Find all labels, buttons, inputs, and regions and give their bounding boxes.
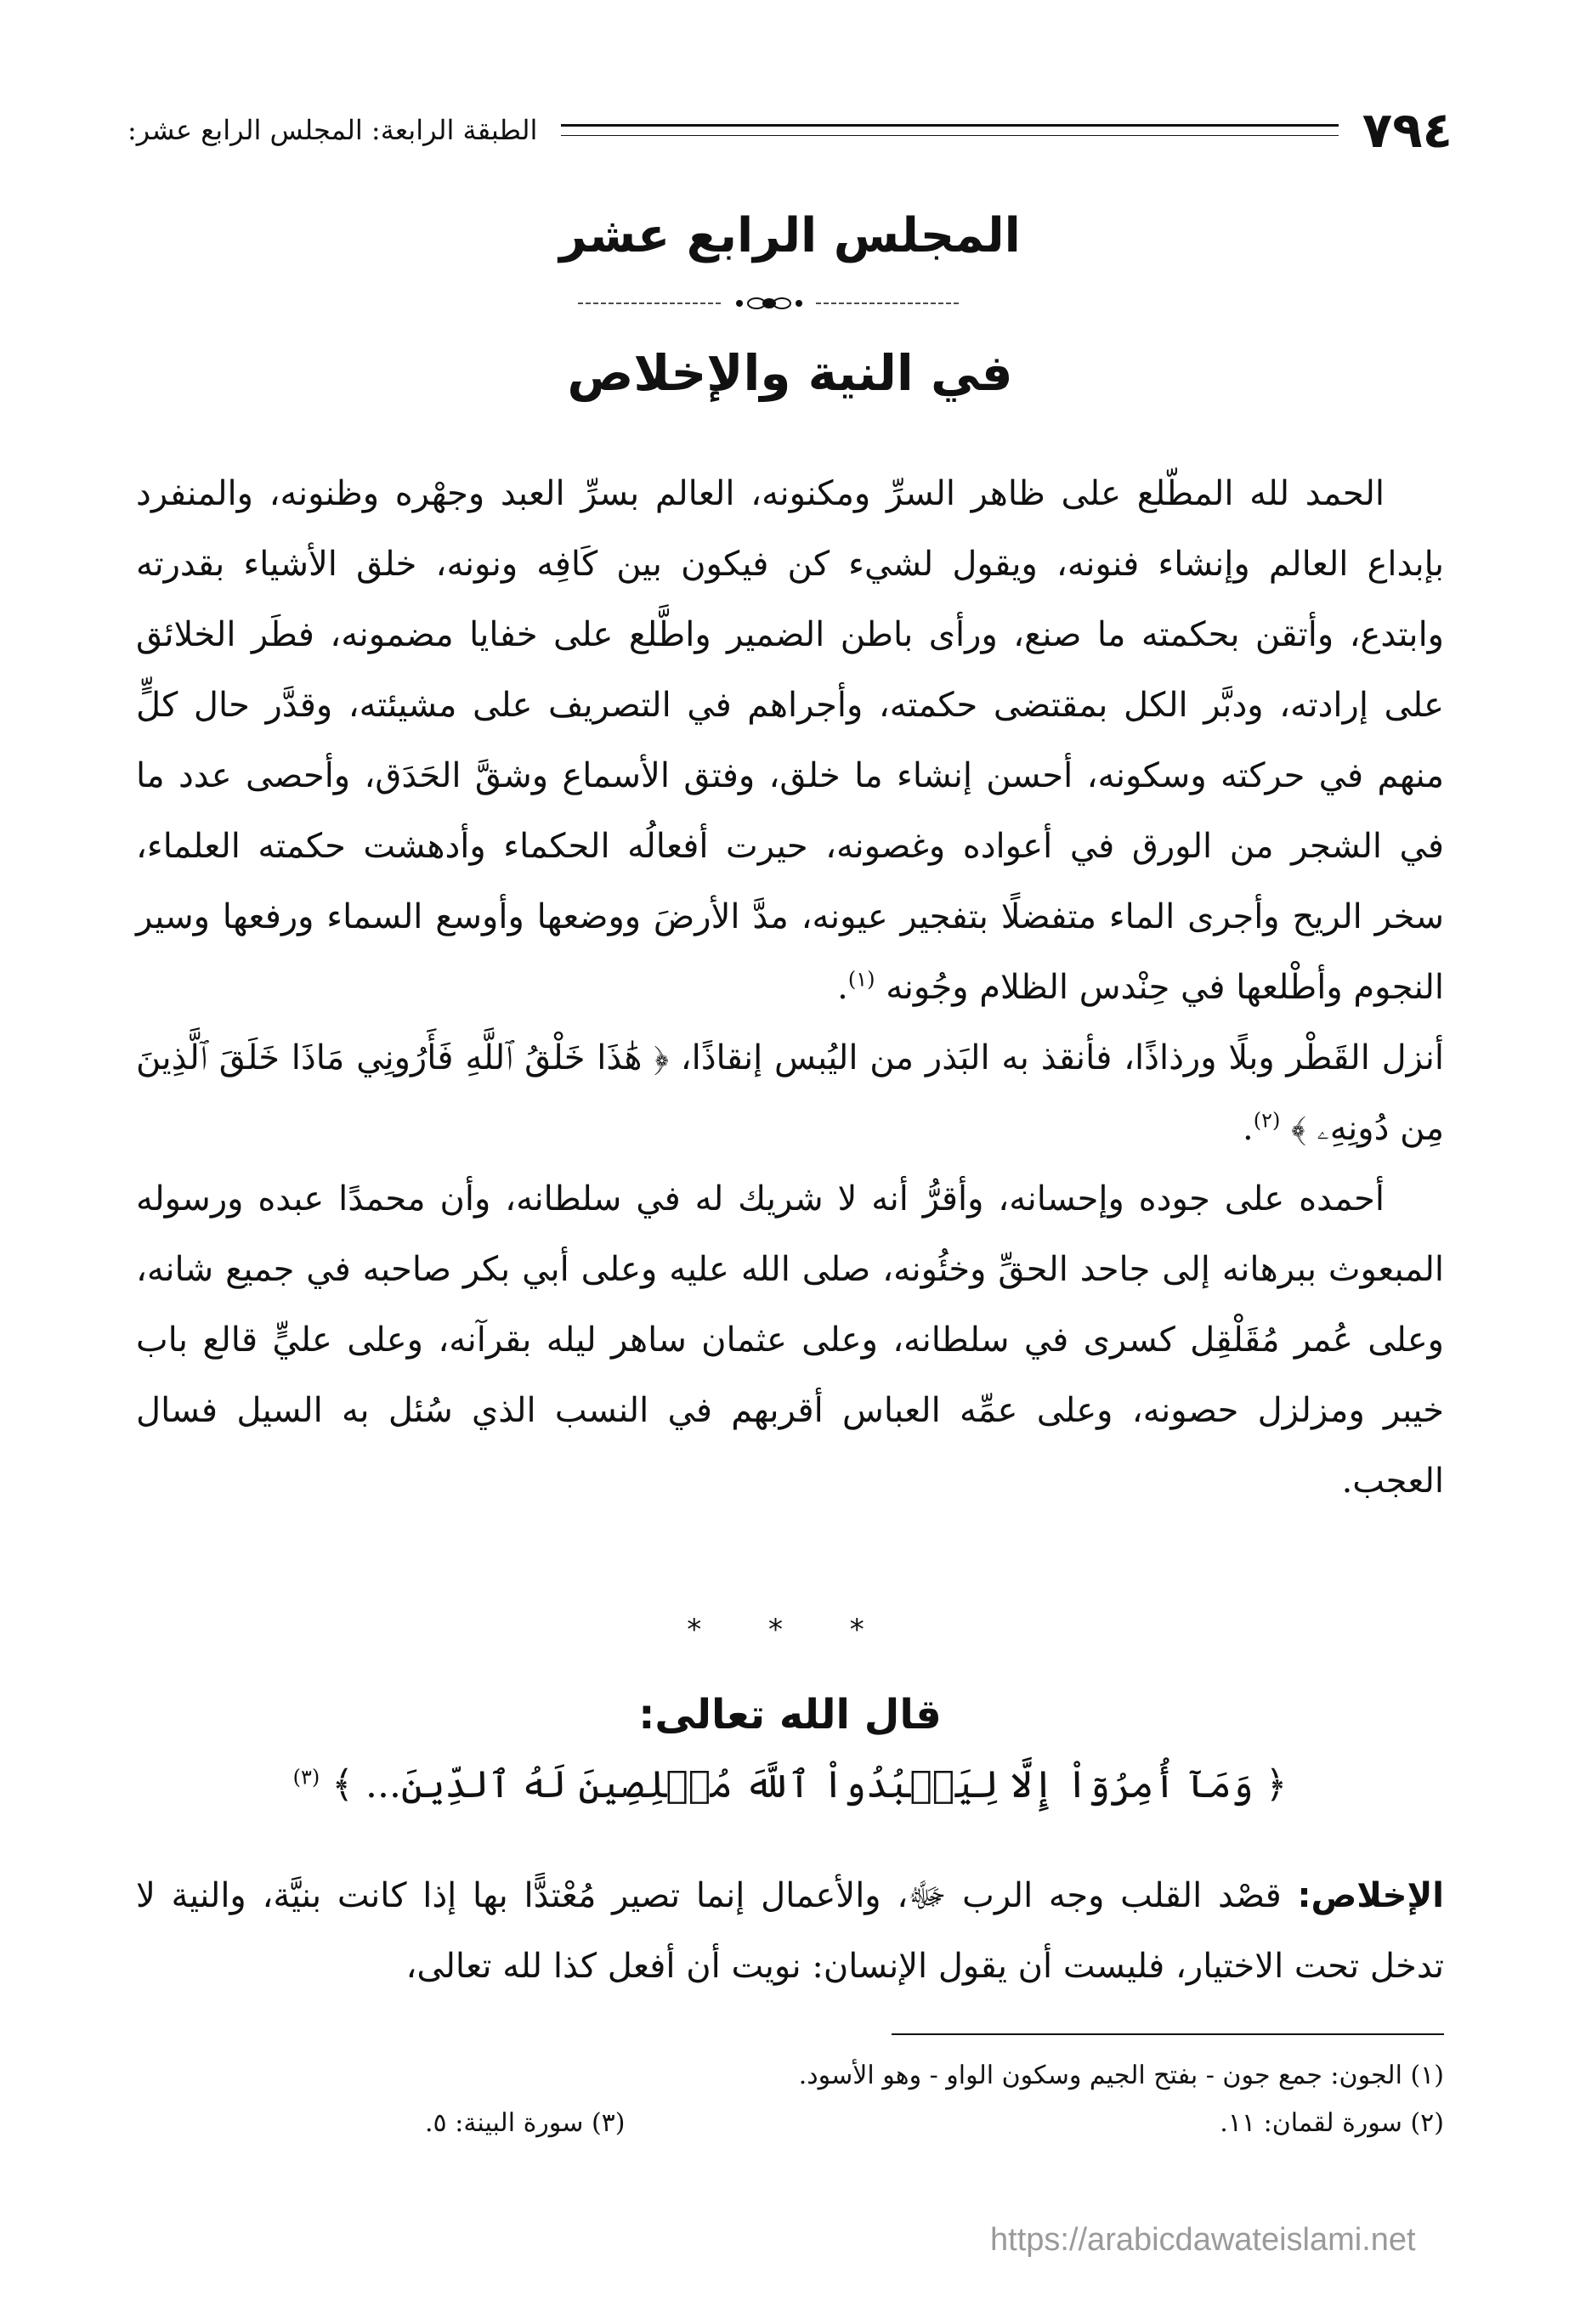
paragraph-end: .	[1242, 1109, 1254, 1148]
footnote-3: (٣) سورة البينة: ٥.	[425, 2108, 626, 2138]
page-number: ٧٩٤	[1362, 101, 1453, 159]
title-ornament	[578, 293, 960, 314]
section-separator: * * *	[687, 1613, 893, 1647]
footnote-ref: (١)	[847, 967, 875, 992]
paragraph	[136, 1164, 1444, 1517]
paragraph	[136, 459, 1444, 1023]
paragraph-end: .	[837, 968, 848, 1007]
verse-text: ﴿ وَمَآ أُمِرُوٓاْ إِلَّا لِيَعۡبُدُواْ ٱللَّهَ مُخۡلِصِينَ لَهُ ٱلدِّينَ... ﴾	[331, 1763, 1288, 1807]
paragraph	[136, 1861, 1444, 2002]
paragraph-text: أنزل القَطْر وبلًا ورذاذًا، فأنقذ به البَذر من اليُبس إنقاذًا، ﴿ هَٰذَا خَلْقُ ٱللَّهِ فَأَرُونِي مَاذَا خَلَقَ ٱلَّذِينَ مِن دُونِهِۦ ﴾	[136, 1038, 1444, 1148]
footnote-1: (١) الجون: جمع جون - بفتح الجيم وسكون الواو - وهو الأسود.	[798, 2061, 1444, 2090]
footnote-ref: (٢)	[1253, 1108, 1281, 1133]
footnotes	[136, 2052, 1444, 2147]
definition-body: قصْد القلب وجه الرب ﷻ، والأعمال إنما تصير مُعْتدًّا بها إذا كانت بنيَّة، والنية لا تدخل تحت الاختيار، فليست أن يقول الإنسان: نويت أن أفعل كذا لله تعالى،	[136, 1876, 1444, 1986]
watermark-url: https://arabicdawateislami.net	[990, 2222, 1416, 2258]
body-text	[136, 459, 1444, 1517]
footnote-2: (٢) سورة لقمان: ١١.	[1220, 2108, 1444, 2138]
section-heading: قال الله تعالى:	[638, 1691, 942, 1739]
paragraph	[136, 1023, 1444, 1164]
running-head: الطبقة الرابعة: المجلس الرابع عشر:	[127, 114, 538, 146]
footnote-rule	[892, 2033, 1444, 2035]
header-rule	[561, 124, 1338, 136]
chapter-subtitle: في النية والإخلاص	[567, 344, 1013, 402]
quran-verse	[0, 1763, 1580, 1807]
footnote-row	[136, 2100, 1444, 2147]
defined-term: الإخلاص:	[1297, 1876, 1444, 1915]
paragraph-text: أحمده على جوده وإحسانه، وأقرُّ أنه لا شريك له في سلطانه، وأن محمدًا عبده ورسوله المبعوث ببرهانه إلى جاحد الحقِّ وخئُونه، صلى الله عليه وعلى أبي بكر صاحبه في جميع شانه، وعلى عُمر مُقَلْقِل كسرى في سلطانه، وعلى عثمان ساهر ليله بقرآنه، وعلى عليٍّ قالع باب خيبر ومزلزل حصونه، وعلى عمِّه العباس أقربهم في النسب الذي سُئل به السيل فسال العجب.	[136, 1179, 1444, 1501]
footnote-ref: (٣)	[292, 1765, 320, 1790]
paragraph-text: الحمد لله المطّلع على ظاهر السرِّ ومكنونه، العالم بسرِّ العبد وجهْره وظنونه، والمنفرد بإبداع العالم وإنشاء فنونه، ويقول لشيء كن فيكون بين كَافِه ونونه، خلق الأشياء بقدرته وابتدع، وأتقن بحكمته ما صنع، ورأى باطن الضمير واطَّلع على خفايا مضمونه، فطَر الخلائق على إرادته، ودبَّر الكل بمقتضى حكمته، وأجراهم في التصريف على مشيئته، وقدَّر حال كلٍّ منهم في حركته وسكونه، أحسن إنشاء ما خلق، وفتق الأسماع وشقَّ الحَدَق، وأحصى عدد ما في الشجر من الورق في أعواده وغصونه، حيرت أفعالُه الحكماء وأدهشت حكمته العلماء، سخر الريح وأجرى الماء متفضلًا بتفجير عيونه، مدَّ الأرضَ ووضعها وأوسع السماء ورفعها وسير النجوم وأطْلعها في حِنْدس الظلام وجُونه	[136, 474, 1445, 1007]
page-header	[127, 100, 1453, 160]
chapter-title: المجلس الرابع عشر	[559, 208, 1021, 263]
definition-text	[136, 1861, 1444, 2002]
